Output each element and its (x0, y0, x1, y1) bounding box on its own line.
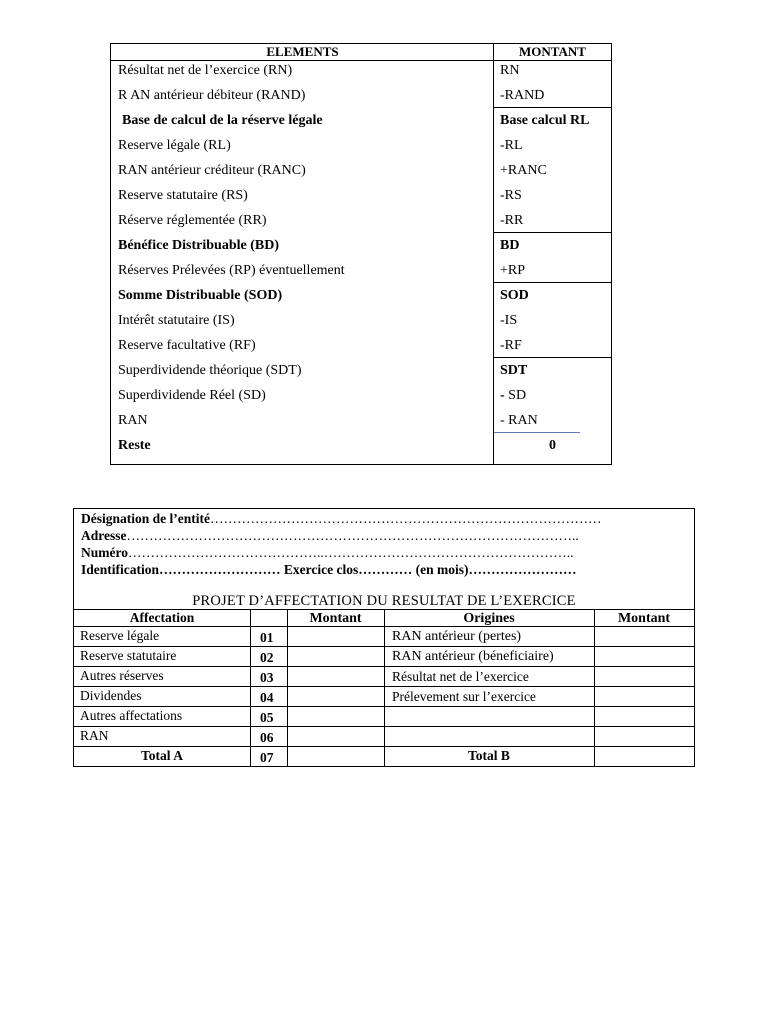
row-label: Superdividende Réel (SD) (118, 388, 266, 403)
row-amount: SDT (500, 363, 528, 378)
info-line-designation (81, 511, 602, 527)
info-line-numero (81, 545, 574, 561)
row-amount: - RAN (500, 413, 538, 428)
row-amount: BD (500, 238, 520, 253)
table-row (111, 436, 611, 461)
grid-line (594, 609, 595, 766)
row-amount: -RS (500, 188, 522, 203)
row-label: Résultat net de l’exercice (RN) (118, 63, 293, 78)
row-separator (494, 357, 612, 358)
row-label: RAN antérieur créditeur (RANC) (118, 163, 306, 178)
code-cell: 01 (260, 630, 274, 645)
info-label: Identification (81, 562, 160, 577)
total-b-label: Total B (468, 748, 510, 763)
grid-line (287, 609, 288, 766)
table-row (111, 311, 611, 336)
row-label: Réserves Prélevées (RP) éventuellement (118, 263, 345, 278)
header-elements: ELEMENTS (266, 44, 339, 59)
origine-cell: RAN antérieur (pertes) (392, 629, 522, 644)
row-label: Superdividende théorique (SDT) (118, 363, 302, 378)
header-montant-left: Montant (309, 611, 362, 626)
amount-prefix: - (500, 388, 505, 403)
row-amount: -IS (500, 313, 518, 328)
code-cell: 04 (260, 690, 274, 705)
origine-cell: RAN antérieur (béneficiaire) (392, 649, 554, 664)
row-label: Reserve statutaire (RS) (118, 188, 248, 203)
origine-cell: Résultat net de l’exercice (392, 669, 529, 684)
affectation-cell: RAN (80, 728, 109, 743)
amount-value: SD (504, 388, 527, 403)
table-row (111, 236, 611, 261)
table-row (111, 136, 611, 161)
header-montant-right: Montant (617, 611, 671, 626)
row-amount: SOD (500, 288, 529, 303)
row-separator (494, 432, 580, 433)
row-amount: Base calcul RL (500, 113, 590, 128)
row-label: Somme Distribuable (SOD) (118, 288, 283, 303)
table-row (111, 61, 611, 86)
row-label: Reserve légale (RL) (118, 138, 231, 153)
row-amount: +RP (500, 263, 526, 278)
table-row (111, 361, 611, 386)
code-cell: 05 (260, 710, 274, 725)
form-title: PROJET D’AFFECTATION DU RESULTAT DE L’EXERCICE (192, 593, 576, 609)
code-cell: 06 (260, 730, 274, 745)
code-cell: 03 (260, 670, 274, 685)
row-separator (494, 282, 612, 283)
header-origines: Origines (463, 611, 515, 626)
row-label: Bénéfice Distribuable (BD) (118, 238, 279, 253)
info-label: Désignation de l’entité (81, 511, 210, 526)
affectation-cell: Reserve statutaire (80, 648, 177, 663)
table-row (111, 286, 611, 311)
affectation-cell: Autres affectations (80, 708, 183, 723)
row-separator (494, 232, 612, 233)
row-amount: RN (500, 63, 520, 78)
code-cell: 07 (260, 750, 274, 765)
grid-line (250, 609, 251, 766)
total-a-label: Total A (141, 748, 183, 763)
row-label: Reste (118, 438, 151, 453)
row-label: Intérêt statutaire (IS) (118, 313, 235, 328)
table-row (111, 161, 611, 186)
affectation-cell: Reserve légale (80, 628, 160, 643)
affectation-cell: Dividendes (80, 688, 142, 703)
header-affectation: Affectation (129, 610, 195, 625)
affectation-cell: Autres réserves (80, 668, 164, 683)
info-label: Numéro (81, 545, 128, 560)
allocation-form (73, 508, 695, 767)
row-label: Réserve réglementée (RR) (118, 213, 267, 228)
info-dots: …………………………………………………………………………… (210, 511, 602, 526)
row-separator (494, 107, 612, 108)
row-amount: +RANC (500, 163, 547, 178)
code-cell: 02 (260, 650, 274, 665)
row-amount: -RF (500, 338, 522, 353)
info-dots: ……………………………………..……………………………………………….. (128, 545, 574, 560)
row-amount: -RAND (500, 88, 545, 103)
info-label: Adresse (81, 528, 127, 543)
header-montant: MONTANT (519, 44, 586, 59)
table-row (111, 386, 611, 411)
row-label: Base de calcul de la réserve légale (122, 113, 323, 128)
row-label: R AN antérieur débiteur (RAND) (118, 88, 306, 103)
info-line-identification (81, 562, 576, 578)
table-row (111, 186, 611, 211)
info-dots: ……………………… Exercice clos………… (en mois)…………………… (159, 562, 577, 577)
row-label: RAN (118, 413, 148, 428)
row-label: Reserve facultative (RF) (118, 338, 256, 353)
row-amount (500, 386, 526, 406)
row-amount: 0 (549, 438, 556, 453)
info-line-adresse (81, 528, 579, 544)
row-amount: -RR (500, 213, 524, 228)
origine-cell: Prélevement sur l’exercice (392, 689, 536, 704)
allocation-table (110, 43, 612, 465)
row-amount: -RL (500, 138, 523, 153)
info-dots: ……………………………………………………………………………………….. (126, 528, 579, 543)
table-row (111, 111, 611, 136)
grid-line (384, 609, 385, 766)
